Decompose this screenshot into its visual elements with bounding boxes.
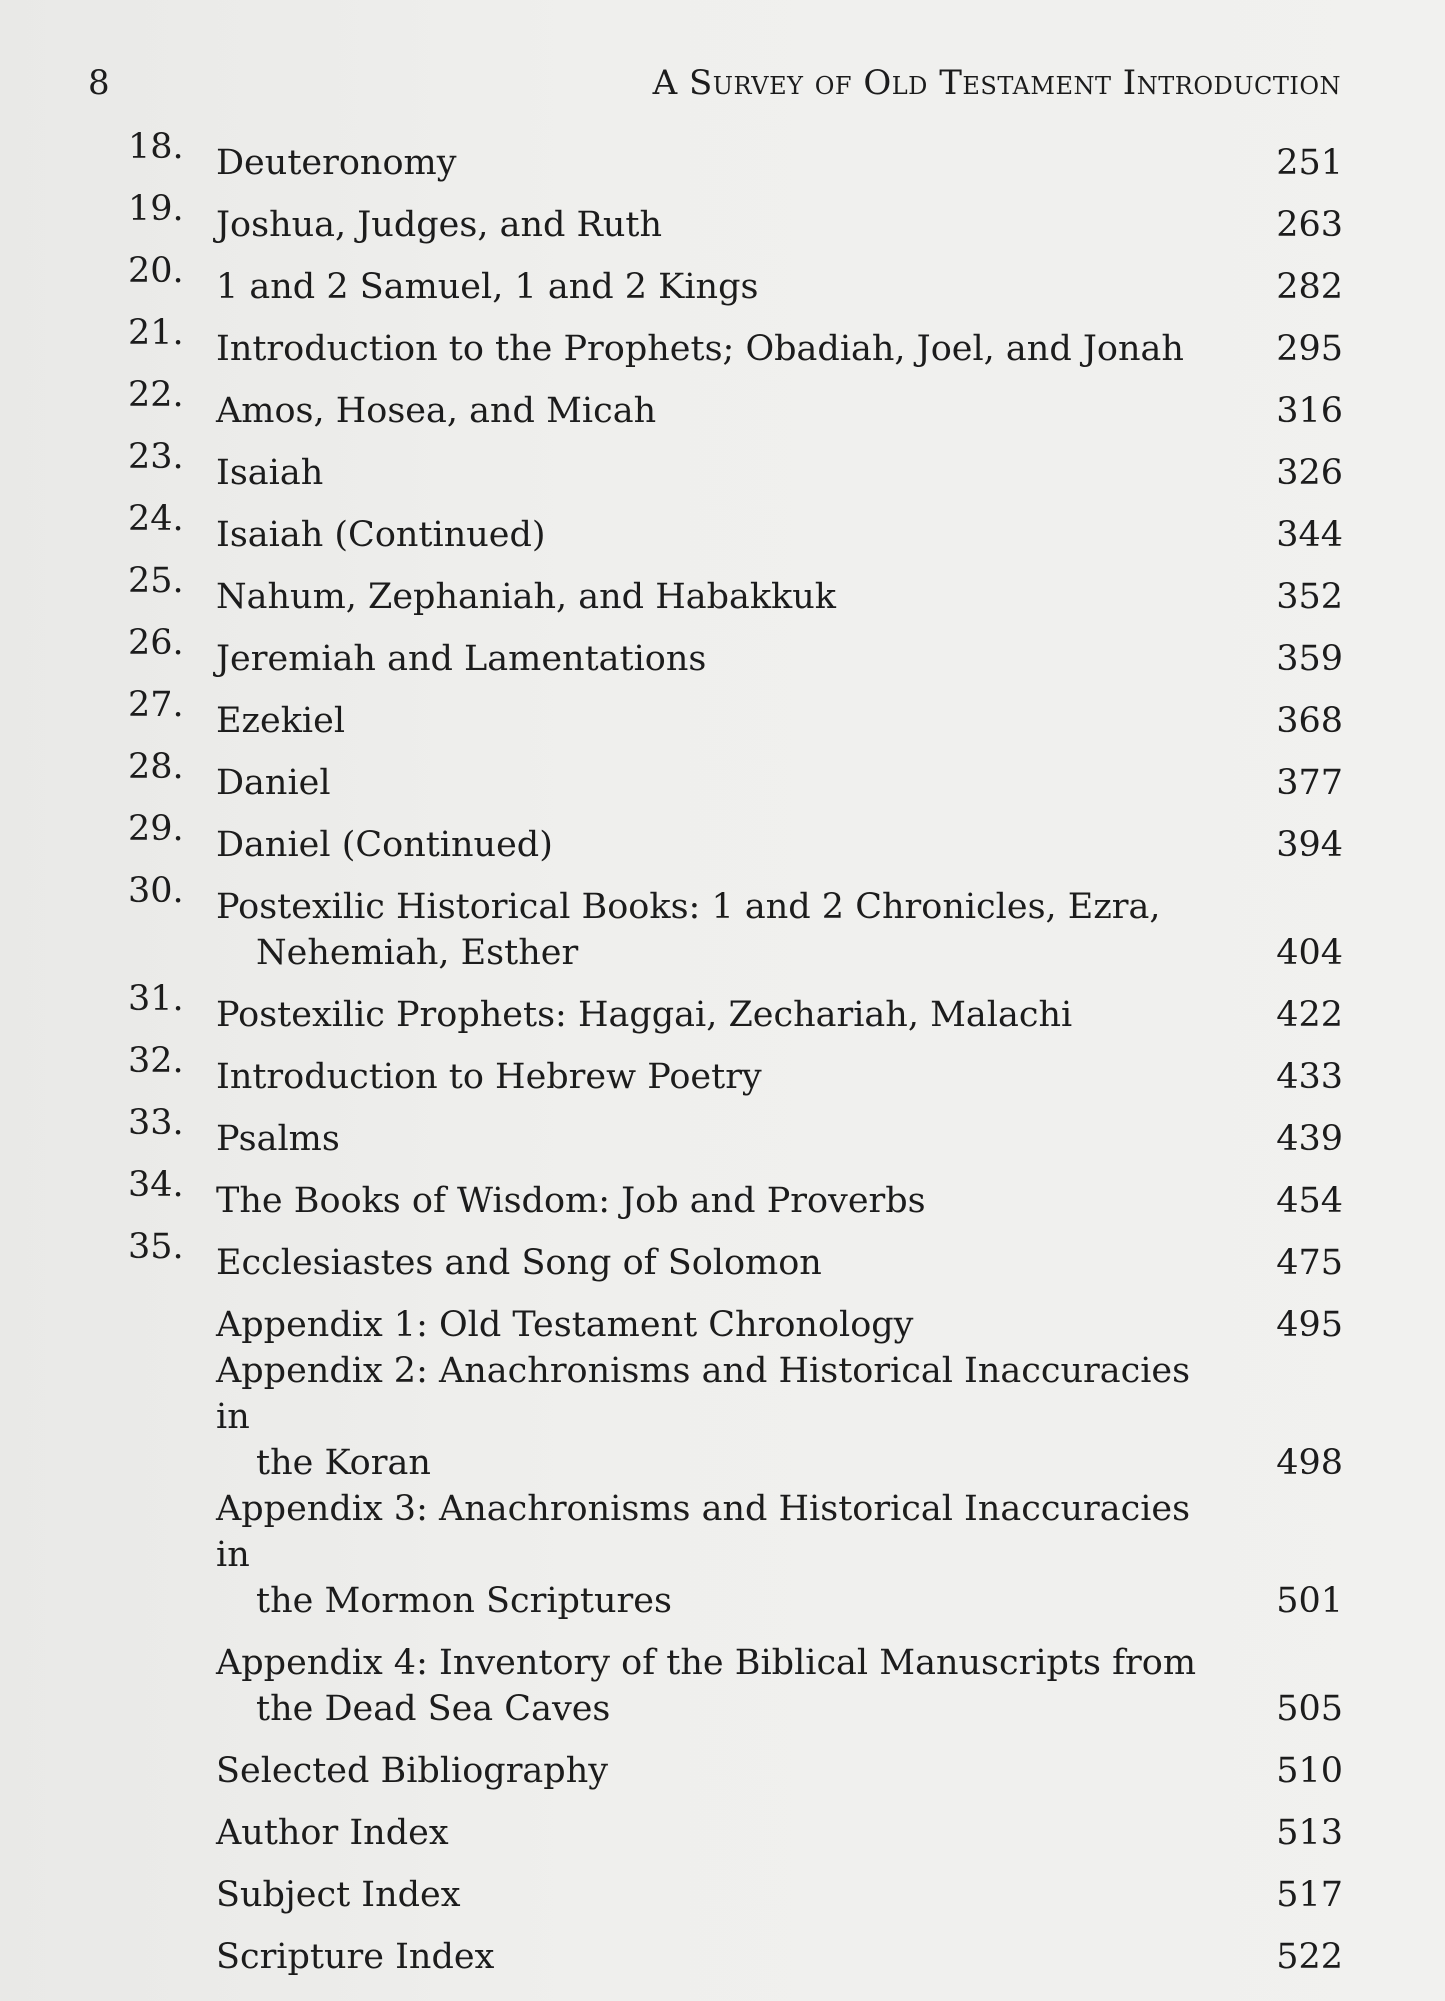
toc-entry bbox=[128, 1348, 1343, 1486]
chapter-number: 20. bbox=[128, 251, 184, 291]
index-title: Subject Index bbox=[216, 1875, 461, 1915]
chapter-number: 22. bbox=[128, 375, 184, 415]
chapter-title: Isaiah bbox=[216, 453, 324, 493]
chapter-number: 34. bbox=[128, 1165, 184, 1205]
chapter-title: Ecclesiastes and Song of Solomon bbox=[216, 1243, 822, 1283]
page-reference: 359 bbox=[1276, 639, 1343, 679]
page-reference: 475 bbox=[1276, 1243, 1343, 1283]
appendix-title-line-1: Appendix 4: Inventory of the Biblical Manuscripts from bbox=[216, 1643, 1197, 1683]
toc-entry bbox=[128, 1100, 1343, 1162]
page-reference: 282 bbox=[1276, 267, 1343, 307]
toc-entry bbox=[128, 1038, 1343, 1100]
page-reference: 510 bbox=[1276, 1751, 1343, 1791]
page-reference: 522 bbox=[1276, 1937, 1343, 1977]
page-reference: 505 bbox=[1276, 1689, 1343, 1729]
appendix-title bbox=[216, 1486, 1243, 1624]
page-reference: 501 bbox=[1276, 1581, 1343, 1621]
page-header bbox=[88, 58, 1343, 108]
toc-entry bbox=[128, 620, 1343, 682]
chapter-title: Postexilic Prophets: Haggai, Zechariah, Malachi bbox=[216, 995, 1073, 1035]
page-reference: 439 bbox=[1276, 1119, 1343, 1159]
chapter-number: 25. bbox=[128, 561, 184, 601]
chapter-title-line-2: Nehemiah, Esther bbox=[256, 933, 579, 973]
page-reference: 263 bbox=[1276, 205, 1343, 245]
page-reference: 517 bbox=[1276, 1875, 1343, 1915]
page-reference: 495 bbox=[1276, 1305, 1343, 1345]
page-reference: 295 bbox=[1276, 329, 1343, 369]
page-reference: 433 bbox=[1276, 1057, 1343, 1097]
toc-entry bbox=[128, 558, 1343, 620]
page-reference: 498 bbox=[1276, 1443, 1343, 1483]
appendix-title-line-2: the Mormon Scriptures bbox=[256, 1581, 672, 1621]
chapter-title bbox=[216, 884, 1243, 976]
chapter-title: Nahum, Zephaniah, and Habakkuk bbox=[216, 577, 837, 617]
chapter-title: Ezekiel bbox=[216, 701, 346, 741]
toc-entry bbox=[128, 372, 1343, 434]
chapter-title: Deuteronomy bbox=[216, 143, 457, 183]
page-reference: 513 bbox=[1276, 1813, 1343, 1853]
page-reference: 352 bbox=[1276, 577, 1343, 617]
toc-entry bbox=[128, 310, 1343, 372]
toc-entry bbox=[128, 248, 1343, 310]
appendix-title: Appendix 1: Old Testament Chronology bbox=[216, 1305, 914, 1345]
chapter-title: Amos, Hosea, and Micah bbox=[216, 391, 657, 431]
toc-entry bbox=[128, 496, 1343, 558]
chapter-title: Daniel bbox=[216, 763, 331, 803]
chapter-number: 19. bbox=[128, 189, 184, 229]
toc-entry bbox=[128, 1732, 1343, 1794]
page-reference: 368 bbox=[1276, 701, 1343, 741]
chapter-number: 30. bbox=[128, 871, 184, 911]
chapter-number: 27. bbox=[128, 685, 184, 725]
chapter-number: 32. bbox=[128, 1041, 184, 1081]
toc-entry bbox=[128, 1794, 1343, 1856]
appendix-title-line-1: Appendix 2: Anachronisms and Historical Inaccuracies in bbox=[216, 1351, 1191, 1437]
appendix-title-line-1: Appendix 3: Anachronisms and Historical Inaccuracies in bbox=[216, 1489, 1191, 1575]
chapter-number: 28. bbox=[128, 747, 184, 787]
page-reference: 394 bbox=[1276, 825, 1343, 865]
chapter-title: The Books of Wisdom: Job and Proverbs bbox=[216, 1181, 926, 1221]
toc-entry bbox=[128, 1918, 1343, 1980]
toc-entry bbox=[128, 1224, 1343, 1286]
toc-entry bbox=[128, 1856, 1343, 1918]
toc-entry bbox=[128, 186, 1343, 248]
toc-entry bbox=[128, 1162, 1343, 1224]
page-reference: 326 bbox=[1276, 453, 1343, 493]
chapter-number: 26. bbox=[128, 623, 184, 663]
chapter-title-line-1: Postexilic Historical Books: 1 and 2 Chronicles, Ezra, bbox=[216, 887, 1161, 927]
toc-entry bbox=[128, 434, 1343, 496]
chapter-title: Daniel (Continued) bbox=[216, 825, 553, 865]
page-reference: 454 bbox=[1276, 1181, 1343, 1221]
appendix-title bbox=[216, 1640, 1243, 1732]
page-reference: 344 bbox=[1276, 515, 1343, 555]
index-title: Scripture Index bbox=[216, 1937, 495, 1977]
running-title: A Survey of Old Testament Introduction bbox=[652, 63, 1341, 103]
bibliography-title: Selected Bibliography bbox=[216, 1751, 609, 1791]
chapter-number: 31. bbox=[128, 979, 184, 1019]
chapter-number: 29. bbox=[128, 809, 184, 849]
toc-entry bbox=[128, 1624, 1343, 1732]
page-reference: 422 bbox=[1276, 995, 1343, 1035]
page-reference: 404 bbox=[1276, 933, 1343, 973]
chapter-title: 1 and 2 Samuel, 1 and 2 Kings bbox=[216, 267, 759, 307]
chapter-number: 23. bbox=[128, 437, 184, 477]
toc-entry bbox=[128, 1486, 1343, 1624]
chapter-title: Jeremiah and Lamentations bbox=[216, 639, 707, 679]
appendix-title-line-2: the Dead Sea Caves bbox=[256, 1689, 611, 1729]
chapter-number: 35. bbox=[128, 1227, 184, 1267]
chapter-number: 24. bbox=[128, 499, 184, 539]
appendix-title-line-2: the Koran bbox=[256, 1443, 431, 1483]
chapter-title: Joshua, Judges, and Ruth bbox=[216, 205, 663, 245]
chapter-number: 18. bbox=[128, 127, 184, 167]
toc-entry bbox=[128, 806, 1343, 868]
page-number: 8 bbox=[88, 63, 110, 103]
index-title: Author Index bbox=[216, 1813, 449, 1853]
toc-entry bbox=[128, 868, 1343, 976]
toc-entry bbox=[128, 682, 1343, 744]
chapter-title: Introduction to the Prophets; Obadiah, Joel, and Jonah bbox=[216, 329, 1184, 369]
chapter-title: Isaiah (Continued) bbox=[216, 515, 546, 555]
toc-entry bbox=[128, 124, 1343, 186]
toc-entry bbox=[128, 744, 1343, 806]
page-reference: 316 bbox=[1276, 391, 1343, 431]
chapter-number: 33. bbox=[128, 1103, 184, 1143]
page-reference: 251 bbox=[1276, 143, 1343, 183]
toc-entry bbox=[128, 976, 1343, 1038]
chapter-title: Introduction to Hebrew Poetry bbox=[216, 1057, 762, 1097]
toc-entry bbox=[128, 1286, 1343, 1348]
chapter-title: Psalms bbox=[216, 1119, 340, 1159]
appendix-title bbox=[216, 1348, 1243, 1486]
chapter-number: 21. bbox=[128, 313, 184, 353]
page-reference: 377 bbox=[1276, 763, 1343, 803]
table-of-contents bbox=[128, 124, 1343, 1980]
